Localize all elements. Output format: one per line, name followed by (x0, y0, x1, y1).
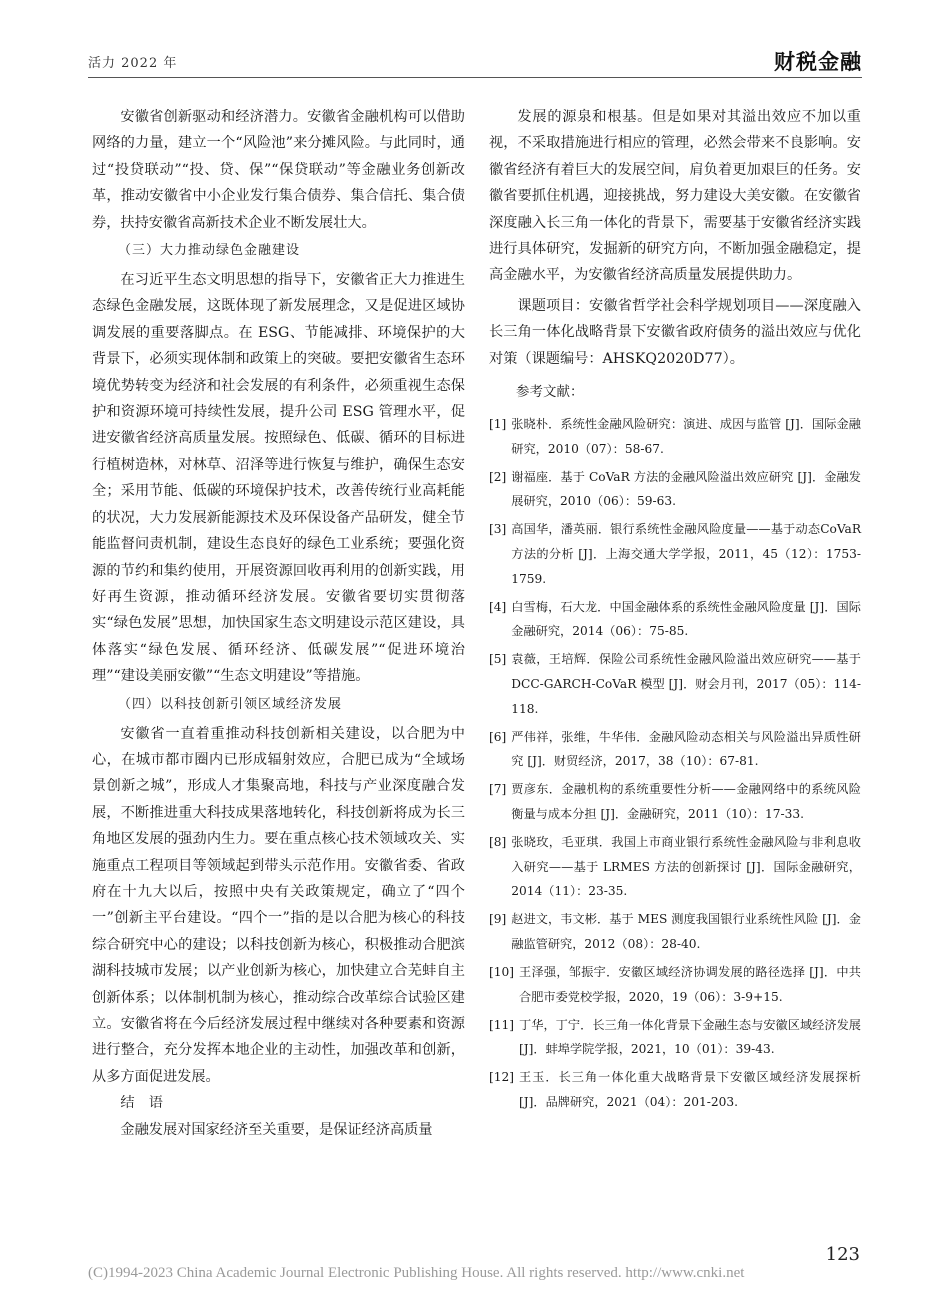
reference-number: [10] (489, 965, 515, 980)
references-title: 参考文献： (516, 384, 584, 401)
section-heading: （三）大力推动绿色金融建设 (118, 243, 301, 259)
paragraph: 发展的源泉和根基。但是如果对其溢出效应不加以重视，不采取措施进行相应的管理，必然会带来不良影响。安徽省经济有着巨大的发展空间，肩负着更加艰巨的任务。安徽省要抓住机遇，迎接挑战，努力建设大美安徽。在安徽省深度融入长三角一体化的背景下，需要基于安徽省经济实践进行具体研究，发掘新的研究方向，不断加强金融稳定，提高金融水平，为安徽省经济高质量发展提供助力。 (489, 109, 861, 284)
header-divider (88, 77, 862, 78)
reference-text: 丁华，丁宁．长三角一体化背景下金融生态与安徽区域经济发展 [J]．蚌埠学院学报，2021，10（01）：39-43. (519, 1017, 861, 1057)
reference-text: 白雪梅，石大龙．中国金融体系的系统性金融风险度量 [J]．国际金融研究，2014（06）：75-85. (511, 599, 861, 639)
section-heading: （四）以科技创新引领区域经济发展 (118, 696, 343, 712)
paragraph: 安徽省一直着重推动科技创新相关建设，以合肥为中心，在城市都市圈内已形成辐射效应，合肥已成为“全域场景创新之城”，形成人才集聚高地，科技与产业深度融合发展，不断推进重大科技成果落地转化，科技创新将成为长三角地区发展的强劲内生力。要在重点核心技术领域攻关、实施重点工程项目等领域起到带头示范作用。安徽省委、省政府在十九大以后，按照中央有关政策规定，确立了“四个一”创新主平台建设。“四个一”指的是以合肥为核心的科技综合研究中心的建设；以科技创新为核心，积极推动合肥滨湖科技城市发展；以产业创新为核心，加快建立合芜蚌自主创新体系；以体制机制为核心，推动综合改革综合试验区建立。安徽省将在今后经济发展过程中继续对各种要素和资源进行整合，充分发挥本地企业的主动性，加强改革和创新，从多方面促进发展。 (92, 725, 465, 1085)
reference-text: 严伟祥，张维，牛华伟．金融风险动态相关与风险溢出异质性研究 [J]．财贸经济，2017，38（10）：67-81. (511, 729, 861, 769)
reference-item (489, 647, 861, 721)
reference-number: [6] (489, 729, 507, 744)
copyright-footer: (C)1994-2023 China Academic Journal Electronic Publishing House. All rights reserved. http://www.cnki.net (88, 1265, 745, 1281)
reference-text: 张晓朴．系统性金融风险研究：演进、成因与监管 [J]．国际金融研究，2010（07）：58-67. (511, 417, 861, 456)
left-column (92, 104, 465, 1144)
reference-item (489, 960, 861, 1009)
reference-number: [9] (489, 912, 507, 927)
reference-text: 赵进文，韦文彬．基于 MES 测度我国银行业系统性风险 [J]．金融监管研究，2012（08）：28-40. (511, 912, 861, 951)
paragraph: 金融发展对国家经济至关重要，是保证经济高质量 (120, 1122, 433, 1139)
reference-item (489, 412, 861, 461)
reference-item (489, 907, 861, 956)
reference-number: [1] (489, 417, 507, 432)
conclusion-heading: 结 语 (120, 1095, 163, 1112)
paragraph: 安徽省创新驱动和经济潜力。安徽省金融机构可以借助网络的力量，建立一个“风险池”来分摊风险。与此同时，通过“投贷联动”“投、贷、保”“保贷联动”等金融业务创新改革，推动安徽省中小企业发行集合债券、集合信托、集合债券，扶持安徽省高新技术企业不断发展壮大。 (92, 109, 465, 231)
reference-item (489, 595, 861, 644)
reference-number: [11] (489, 1017, 515, 1032)
right-column (489, 104, 861, 1118)
page-number: 123 (825, 1244, 860, 1265)
section-title: 财税金融 (774, 50, 862, 74)
reference-text: 高国华，潘英丽．银行系统性金融风险度量——基于动态CoVaR 方法的分析 [J]．上海交通大学学报，2011，45（12）：1753-1759. (511, 522, 861, 586)
project-note: 课题项目：安徽省哲学社会科学规划项目——深度融入长三角一体化战略背景下安徽省政府债务的溢出效应与优化对策（课题编号：AHSKQ2020D77）。 (489, 297, 861, 367)
reference-item (489, 777, 861, 826)
reference-item (489, 725, 861, 774)
reference-text: 袁薇，王培辉．保险公司系统性金融风险溢出效应研究——基于 DCC-GARCH-CoVaR 模型 [J]．财会月刊，2017（05）：114-118. (511, 652, 861, 716)
reference-item (489, 465, 861, 514)
reference-item (489, 830, 861, 904)
reference-text: 贾彦东．金融机构的系统重要性分析——金融网络中的系统风险衡量与成本分担 [J]．金融研究，2011（10）：17-33. (511, 782, 861, 821)
reference-text: 王玉．长三角一体化重大战略背景下安徽区域经济发展探析 [J]．品牌研究，2021（04）：201-203. (519, 1070, 861, 1109)
reference-number: [7] (489, 782, 507, 797)
references-list (489, 412, 861, 1115)
journal-issue-label: 活力 2022 年 (88, 56, 178, 71)
reference-item (489, 1013, 861, 1062)
reference-number: [2] (489, 469, 507, 484)
reference-item (489, 517, 861, 591)
reference-item (489, 1065, 861, 1114)
reference-text: 张晓玫，毛亚琪．我国上市商业银行系统性金融风险与非利息收入研究——基于 LRMES 方法的创新探讨 [J]．国际金融研究，2014（11）：23-35. (511, 835, 861, 899)
reference-number: [3] (489, 522, 507, 537)
reference-number: [8] (489, 835, 507, 850)
reference-number: [4] (489, 599, 507, 614)
reference-number: [5] (489, 652, 507, 667)
reference-text: 王泽强，邹振宇．安徽区域经济协调发展的路径选择 [J]．中共合肥市委党校学报，2020，19（06）：3-9+15. (519, 965, 861, 1004)
reference-text: 谢福座．基于 CoVaR 方法的金融风险溢出效应研究 [J]．金融发展研究，2010（06）：59-63. (511, 469, 861, 509)
paragraph: 在习近平生态文明思想的指导下，安徽省正大力推进生态绿色金融发展，这既体现了新发展理念，又是促进区域协调发展的重要落脚点。在 ESG、节能减排、环境保护的大背景下，必须实现体制和政策上的突破。要把安徽省生态环境优势转变为经济和社会发展的有利条件，必须重视生态保护和资源环境可持续性发展，提升公司 ESG 管理水平，促进安徽省经济高质量发展。按照绿色、低碳、循环的目标进行植树造林，对林草、沼泽等进行恢复与维护，确保生态安全；采用节能、低碳的环境保护技术，改善传统行业高耗能的状况，大力发展新能源技术及环保设备产品研发，健全节能监督问责机制，建设生态良好的绿色工业系统；要强化资源的节约和集约使用，开展资源回收再利用的创新实践，用好再生资源，推动循环经济发展。安徽省要切实贯彻落实“绿色发展”思想，加快国家生态文明建设示范区建设，具体落实“绿色发展、循环经济、低碳发展”“促进环境治理”“建设美丽安徽”“生态文明建设”等措施。 (92, 272, 465, 685)
reference-number: [12] (489, 1070, 515, 1085)
